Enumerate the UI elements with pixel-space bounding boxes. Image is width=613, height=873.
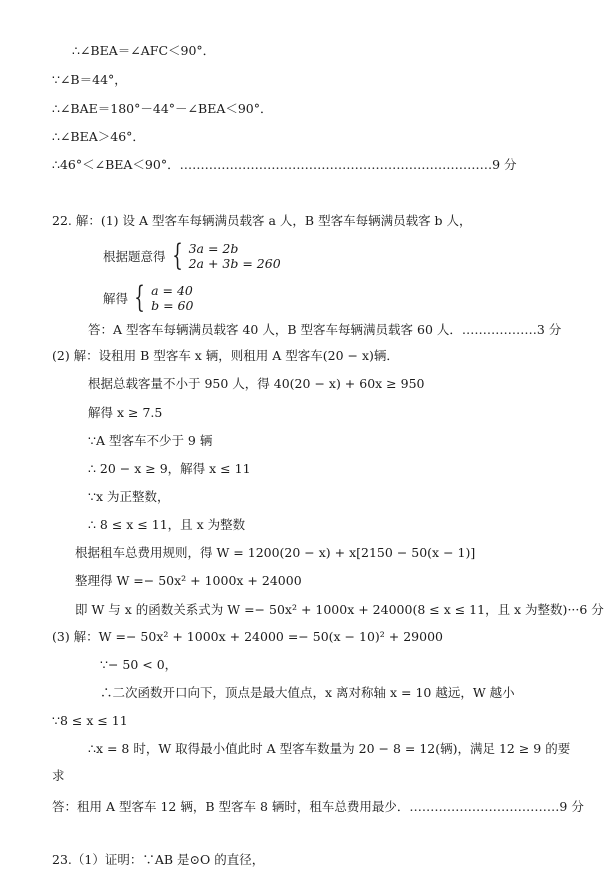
text-line-11: ∵A 型客车不少于 9 辆 — [88, 433, 213, 448]
equation-1: a = 40 — [151, 283, 193, 298]
text-line-12: ∴ 20 − x ≥ 9，解得 x ≤ 11 — [88, 461, 251, 476]
text-line-19: ∵− 50 < 0， — [100, 657, 178, 672]
system-equations — [151, 283, 193, 313]
text-line-5: ∴46°＜∠BEA＜90°．…………………………………………………………………9 分 — [52, 157, 517, 172]
text-line-1: ∴∠BEA＝∠AFC＜90°． — [72, 43, 216, 58]
text-line-17: 即 W 与 x 的函数关系式为 W =− 50x² + 1000x + 24000(8 ≤ x ≤ 11，且 x 为整数)···6 分 — [75, 602, 604, 617]
equation-1: 3a = 2b — [188, 241, 239, 256]
equation-2: 2a + 3b = 260 — [188, 256, 281, 271]
text-line-13: ∵x 为正整数， — [88, 489, 170, 504]
text-line-24: 答：租用 A 型客车 12 辆，B 型客车 8 辆时，租车总费用最少．………………………………9 分 — [52, 799, 584, 814]
text-line-22: ∴x = 8 时，W 取得最小值此时 A 型客车数量为 20 − 8 = 12(辆)，满足 12 ≥ 9 的要 — [88, 741, 571, 756]
text-line-21: ∵8 ≤ x ≤ 11 — [52, 713, 128, 728]
text-line-20: ∴二次函数开口向下，顶点是最大值点，x 离对称轴 x = 10 越远，W 越小 — [100, 685, 515, 700]
text-line-2: ∵∠B＝44°， — [52, 72, 127, 87]
system-label: 解得 — [103, 291, 129, 306]
left-brace-icon: { — [171, 238, 183, 273]
left-brace-icon: { — [134, 280, 145, 315]
text-line-10: 解得 x ≥ 7.5 — [88, 405, 163, 420]
equation-2: b = 60 — [151, 298, 194, 313]
text-line-3: ∴∠BAE＝180°－44°－∠BEA＜90°． — [52, 101, 273, 116]
text-line-25: 23.（1）证明：∵AB 是⊙O 的直径， — [52, 852, 265, 867]
text-line-16: 整理得 W =− 50x² + 1000x + 24000 — [75, 573, 302, 588]
text-line-4: ∴∠BEA＞46°． — [52, 129, 145, 144]
text-line-15: 根据租车总费用规则，得 W = 1200(20 − x) + x[2150 − 50(x − 1)] — [75, 545, 476, 560]
system-label: 根据题意得 — [103, 249, 166, 264]
equation-system-1 — [103, 238, 281, 273]
text-line-23: 求 — [52, 768, 65, 783]
text-line-7: 答：A 型客车每辆满员载客 40 人，B 型客车每辆满员载客 60 人．………………3 分 — [88, 322, 562, 337]
text-line-9: 根据总载客量不小于 950 人，得 40(20 − x) + 60x ≥ 950 — [88, 376, 425, 391]
equation-system-2 — [103, 280, 194, 315]
text-line-6: 22. 解：(1) 设 A 型客车每辆满员载客 a 人，B 型客车每辆满员载客 b 人， — [52, 213, 472, 228]
text-line-14: ∴ 8 ≤ x ≤ 11，且 x 为整数 — [88, 517, 246, 532]
text-line-8: (2) 解：设租用 B 型客车 x 辆，则租用 A 型客车(20 − x)辆． — [52, 348, 399, 363]
text-line-18: (3) 解：W =− 50x² + 1000x + 24000 =− 50(x − 10)² + 29000 — [52, 629, 443, 644]
system-equations — [189, 241, 281, 271]
